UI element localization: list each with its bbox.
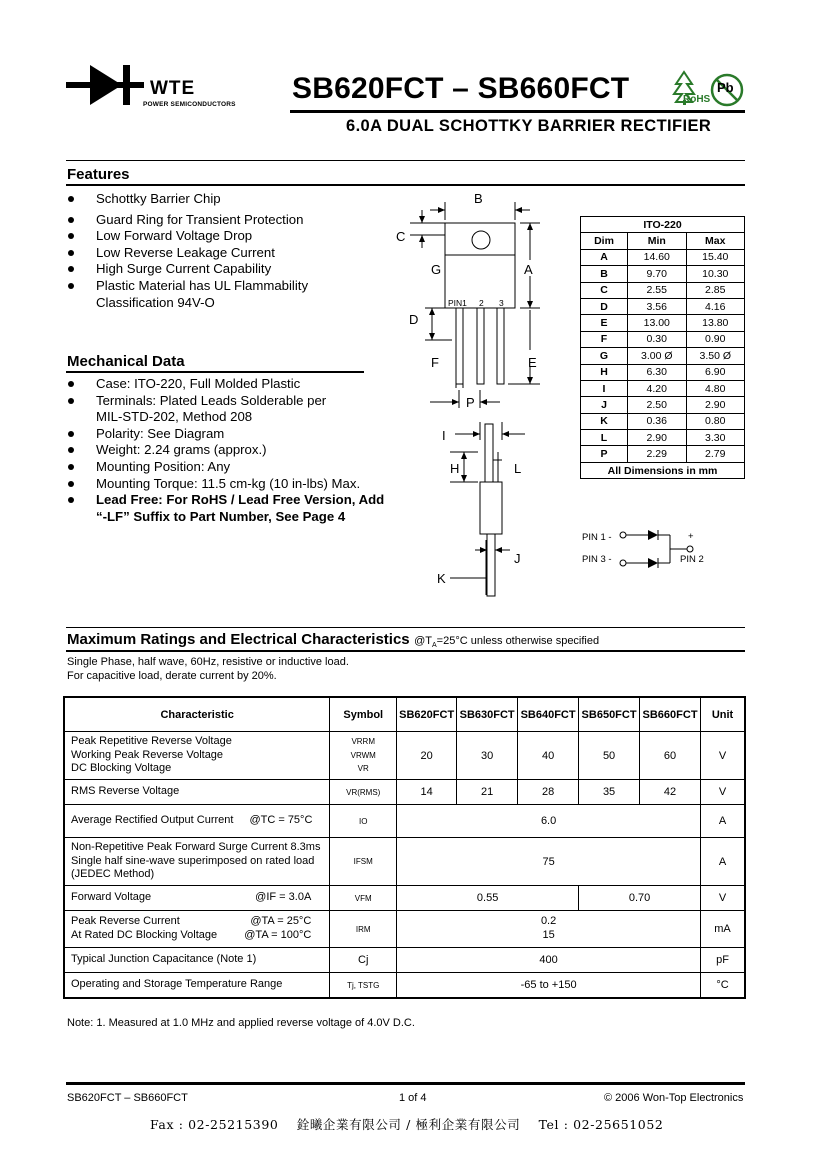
pin-label-3: 3 [499,298,504,308]
pb-label: Pb [717,80,734,95]
ratings-footnote: Note: 1. Measured at 1.0 MHz and applied reverse voltage of 4.0V D.C. [67,1017,415,1029]
ratings-rule [66,650,745,652]
rohs-label: RoHS [683,94,711,105]
lead-free-note: Lead Free: For RoHS / Lead Free Version, Add “-LF” Suffix to Part Number, See Page 4 [66,492,396,525]
col-header: Symbol [330,698,397,732]
char-line: Non-Repetitive Peak Forward Surge Current 8.3ms [71,840,321,853]
dim-label-d: D [409,312,419,327]
dim-cell: 0.80 [686,413,745,429]
features-list [66,191,366,311]
page-subtitle: 6.0A DUAL SCHOTTKY BARRIER RECTIFIER [346,117,712,135]
mechanical-item: Polarity: See Diagram [66,426,396,443]
dim-cell: 3.00 Ø [628,348,687,364]
condition-text: @TA = 100°C [244,929,312,941]
features-rule [66,184,745,186]
wte-logo-diode-icon [66,62,146,110]
row-irm [65,911,745,948]
dim-label-k: K [437,571,446,586]
unit-cell: V [701,780,745,805]
char-text: Forward Voltage [71,891,152,904]
symbol-line: VR [357,764,369,774]
mechanical-item: Terminals: Plated Leads Solderable per MIL-STD-202, Method 208 [66,393,346,426]
row-vrrm [65,732,745,780]
pin-schematic-diagram [618,525,708,573]
condition-sub: A [431,642,437,650]
value-cell: 0.55 [397,886,579,911]
ratings-top-rule [66,627,745,628]
dim-row [581,348,745,364]
dim-row [581,249,745,265]
footer-part-number: SB620FCT – SB660FCT [67,1092,188,1104]
dim-label-l: L [514,461,522,476]
mechanical-rule [66,371,364,373]
dim-cell: 4.80 [686,380,745,396]
value-cell: -65 to +150 [397,973,701,998]
symbol-cell: Cj [330,948,397,973]
unit-cell: pF [701,948,745,973]
dim-table-header: Min [628,233,687,249]
dim-label-g: G [431,262,442,277]
symbol-cell: VR(RMS) [330,780,397,805]
dim-table-header: Max [686,233,745,249]
dim-cell: F [581,331,628,347]
char-cell: Typical Junction Capacitance (Note 1) [65,948,330,973]
symbol-cell: IRM [330,911,397,948]
dim-cell: 3.30 [686,430,745,446]
title-underline [290,110,745,113]
pin-label-2: 2 [479,298,484,308]
pin1-label: PIN 1 - [582,532,612,543]
dim-cell: 6.30 [628,364,687,380]
dim-cell: P [581,446,628,462]
dim-row [581,331,745,347]
value-cell: 20 [397,732,457,780]
ratings-note-1: Single Phase, half wave, 60Hz, resistive or inductive load. [67,656,349,668]
symbol-line: VRWM [350,750,376,760]
value-cell: 42 [640,780,701,805]
logo-text: WTE [150,78,196,99]
dim-label-c: C [396,229,406,244]
dim-row [581,397,745,413]
char-cell [65,911,330,948]
char-line [71,929,329,943]
condition-text: @IF = 3.0A [255,891,312,904]
dim-cell: 2.90 [686,397,745,413]
value-cell: 30 [457,732,518,780]
dim-label-b: B [474,191,483,206]
char-cell [65,805,330,838]
dim-cell: D [581,298,628,314]
value-cell: 0.70 [579,886,701,911]
dim-cell: 0.36 [628,413,687,429]
row-ifsm [65,838,745,886]
package-outline-diagram [390,190,570,600]
dim-cell: K [581,413,628,429]
ratings-table [64,697,745,998]
dim-label-i: I [442,428,446,443]
ratings-title-row [67,631,599,649]
value-cell: 28 [518,780,579,805]
feature-item: Low Forward Voltage Drop [66,228,366,245]
features-top-rule [66,160,745,161]
dim-row [581,380,745,396]
dim-label-f: F [431,355,439,370]
mechanical-item: Mounting Position: Any [66,459,396,476]
dim-label-p: P [466,395,475,410]
dim-row [581,298,745,314]
dim-row [581,266,745,282]
symbol-cell: IO [330,805,397,838]
logo-subtext: POWER SEMICONDUCTORS [143,101,236,108]
char-line: (JEDEC Method) [71,868,155,881]
col-header: SB620FCT [397,698,457,732]
symbol-cell [330,732,397,780]
dim-label-a: A [524,262,533,277]
condition-prefix: @T [414,635,432,647]
value-cell: 60 [640,732,701,780]
char-line: Working Peak Reverse Voltage [71,748,224,761]
value-cell: 14 [397,780,457,805]
dim-cell: 6.90 [686,364,745,380]
dim-cell: 3.56 [628,298,687,314]
dim-row [581,282,745,298]
char-line: DC Blocking Voltage [71,762,172,775]
symbol-line: VRRM [351,736,375,746]
pin2-label: PIN 2 [680,554,704,565]
dim-label-e: E [528,355,537,370]
dim-cell: 10.30 [686,266,745,282]
value-line: 0.2 [540,915,557,928]
condition-text: @TC = 75°C [249,814,313,827]
dimension-table [580,216,745,479]
col-header: Characteristic [65,698,330,732]
dim-cell: L [581,430,628,446]
value-cell: 6.0 [397,805,701,838]
feature-item: High Surge Current Capability [66,261,366,278]
char-line: Peak Repetitive Reverse Voltage [71,734,232,747]
dim-cell: C [581,282,628,298]
value-cell: 40 [518,732,579,780]
col-header: Unit [701,698,745,732]
plus-label: + [688,531,694,542]
dim-cell: 13.00 [628,315,687,331]
char-cell [65,838,330,886]
row-vfm [65,886,745,911]
page-title: SB620FCT – SB660FCT [292,72,630,105]
feature-item: Plastic Material has UL Flammability Classification 94V-O [66,278,336,311]
dim-cell: 2.79 [686,446,745,462]
dim-cell: 9.70 [628,266,687,282]
dim-cell: 14.60 [628,249,687,265]
col-header: SB640FCT [518,698,579,732]
value-cell [397,911,701,948]
char-cell [65,732,330,780]
unit-cell: mA [701,911,745,948]
char-line [71,915,329,929]
value-cell: 400 [397,948,701,973]
dim-cell: 2.50 [628,397,687,413]
unit-cell: A [701,805,745,838]
dim-cell: 4.20 [628,380,687,396]
char-cell: RMS Reverse Voltage [65,780,330,805]
feature-item: Guard Ring for Transient Protection [66,212,366,229]
pin-label-1: PIN1 [448,298,467,308]
dim-label-h: H [450,461,460,476]
col-header: SB630FCT [457,698,518,732]
dim-cell: 2.29 [628,446,687,462]
mechanical-item: Case: ITO-220, Full Molded Plastic [66,376,396,393]
dim-cell: 2.55 [628,282,687,298]
char-cell: Operating and Storage Temperature Range [65,973,330,998]
dim-cell: B [581,266,628,282]
pin3-label: PIN 3 - [582,554,612,565]
symbol-cell: VFM [330,886,397,911]
dim-cell: 2.90 [628,430,687,446]
footer-rule [66,1082,745,1085]
col-header: SB660FCT [640,698,701,732]
dim-row [581,315,745,331]
dim-cell: 4.16 [686,298,745,314]
value-cell: 75 [397,838,701,886]
dim-label-j: J [514,551,521,566]
dim-cell: 2.85 [686,282,745,298]
value-cell: 21 [457,780,518,805]
mechanical-list [66,376,396,525]
dim-cell: A [581,249,628,265]
dim-cell: J [581,397,628,413]
feature-item: Schottky Barrier Chip [66,191,366,208]
ratings-title: Maximum Ratings and Electrical Characteristics [67,631,410,648]
dim-cell: H [581,364,628,380]
char-text: At Rated DC Blocking Voltage [71,929,218,941]
feature-item: Low Reverse Leakage Current [66,245,366,262]
condition-text: @TA = 25°C [250,915,312,928]
mechanical-title: Mechanical Data [67,353,185,370]
footer-page-number: 1 of 4 [399,1092,427,1104]
dim-table-title: ITO-220 [581,217,745,233]
unit-cell: °C [701,973,745,998]
fax-line: Fax : 02-25215390 銓曦企業有限公司 / 極利企業有限公司 Tel : 02-25651052 [150,1117,664,1132]
mechanical-item: Mounting Torque: 11.5 cm-kg (10 in-lbs) Max. [66,476,396,493]
value-line: 15 [542,929,555,941]
symbol-cell: IFSM [330,838,397,886]
dim-cell: 3.50 Ø [686,348,745,364]
unit-cell: A [701,838,745,886]
unit-cell: V [701,886,745,911]
symbol-cell: Tj, TSTG [330,973,397,998]
row-tj [65,973,745,998]
dim-cell: 0.30 [628,331,687,347]
dim-cell: I [581,380,628,396]
row-io [65,805,745,838]
row-cj [65,948,745,973]
unit-cell: V [701,732,745,780]
value-cell: 35 [579,780,640,805]
footer-copyright: © 2006 Won-Top Electronics [604,1092,744,1104]
ratings-condition [414,635,600,650]
ratings-note-2: For capacitive load, derate current by 20%. [67,670,277,682]
dim-table-footer: All Dimensions in mm [581,462,745,478]
dim-cell: 15.40 [686,249,745,265]
mechanical-item: Weight: 2.24 grams (approx.) [66,442,396,459]
char-cell [65,886,330,911]
condition-suffix: =25°C unless otherwise specified [436,635,600,647]
char-text: Average Rectified Output Current [71,814,234,827]
dim-cell: 13.80 [686,315,745,331]
char-line: Single half sine-wave superimposed on rated load [71,854,315,867]
char-text: Peak Reverse Current [71,915,180,928]
row-vrms [65,780,745,805]
dim-row [581,364,745,380]
dim-row [581,430,745,446]
dim-cell: E [581,315,628,331]
dim-cell: 0.90 [686,331,745,347]
features-title: Features [67,166,130,183]
value-cell: 50 [579,732,640,780]
dim-cell: G [581,348,628,364]
dim-row [581,446,745,462]
ratings-header-row [65,698,745,732]
col-header: SB650FCT [579,698,640,732]
dim-table-header: Dim [581,233,628,249]
dim-row [581,413,745,429]
